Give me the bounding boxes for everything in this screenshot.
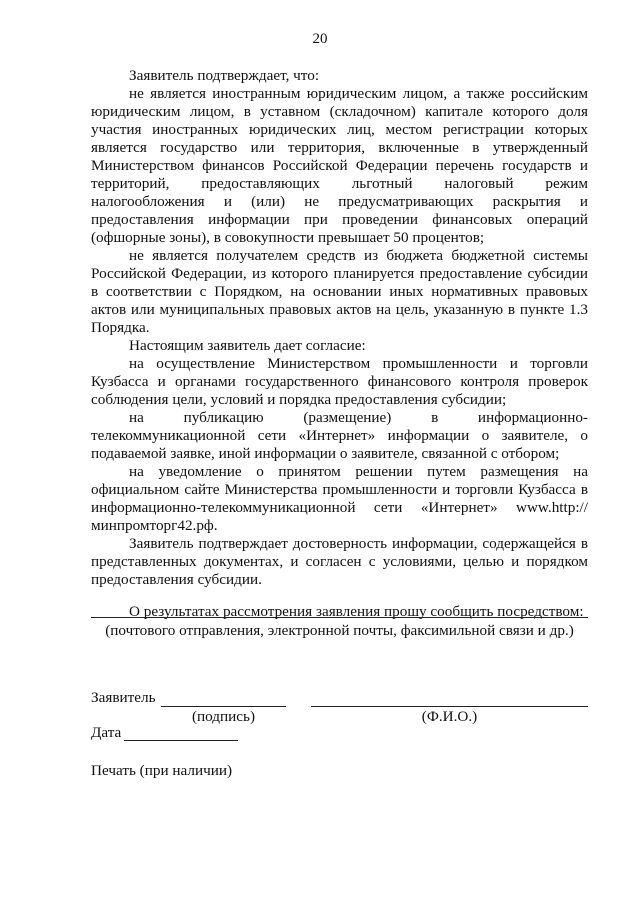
date-line[interactable] xyxy=(124,740,238,741)
full-name-caption: (Ф.И.О.) xyxy=(421,708,478,725)
paragraph-results-notice: О результатах рассмотрения заявления прошу сообщить посредством: xyxy=(129,603,584,620)
paragraph-not-foreign: не является иностранным юридическим лицом, а также российским юридическим лицом, в уставном (складочном) капитале которого доля участия иностранных юридических лиц, местом регистрации которых является государство или территория, включенные в утвержденный Министерством финансов Российской Федерации перечень государств и территорий, предоставляющих льготный налоговый режим налогообложения и (или) не предусматривающих раскрытия и предоставления информации при проведении финансовых операций (офшорные зоны), в совокупности превышает 50 процентов; xyxy=(91,85,588,246)
paragraph-consent-intro: Настоящим заявитель дает согласие: xyxy=(129,337,366,354)
contact-method-line[interactable] xyxy=(91,617,588,618)
paragraph-consent-audit: на осуществление Министерством промышленности и торговли Кузбасса и органами государственного финансового контроля проверок соблюдения цели, условий и порядка предоставления субсидии; xyxy=(91,355,588,408)
full-name-line[interactable] xyxy=(311,706,588,707)
paragraph-not-budget-recipient: не является получателем средств из бюджета бюджетной системы Российской Федерации, из которого планируется предоставление субсидии в соответствии с Порядком, на основании иных нормативных правовых актов или муниципальных правовых актов на цель, указанную в пункте 1.3 Порядка. xyxy=(91,247,588,336)
date-label: Дата xyxy=(91,724,122,741)
page-number: 20 xyxy=(312,31,328,47)
paragraph-consent-publication: на публикацию (размещение) в информационно-телекоммуникационной сети «Интернет» информации о заявителе, о подаваемой заявке, иной информации о заявителе, связанной с отбором; xyxy=(91,409,588,462)
document-body xyxy=(91,67,588,621)
signature-line[interactable] xyxy=(161,706,286,707)
signature-caption: (подпись) xyxy=(191,708,256,725)
contact-method-caption: (почтового отправления, электронной почты, факсимильной связи и др.) xyxy=(105,622,574,639)
seal-label: Печать (при наличии) xyxy=(91,762,233,779)
paragraph-confirms: Заявитель подтверждает, что: xyxy=(129,67,320,84)
paragraph-accuracy: Заявитель подтверждает достоверность информации, содержащейся в представленных документах, и согласен с условиями, целью и порядком предоставления субсидии. xyxy=(91,535,588,588)
paragraph-consent-notification: на уведомление о принятом решении путем размещения на официальном сайте Министерства промышленности и торговли Кузбасса в информационно-телекоммуникационной сети «Интернет» www.http://минпромторг42.рф. xyxy=(91,463,588,534)
applicant-label: Заявитель xyxy=(91,689,156,706)
